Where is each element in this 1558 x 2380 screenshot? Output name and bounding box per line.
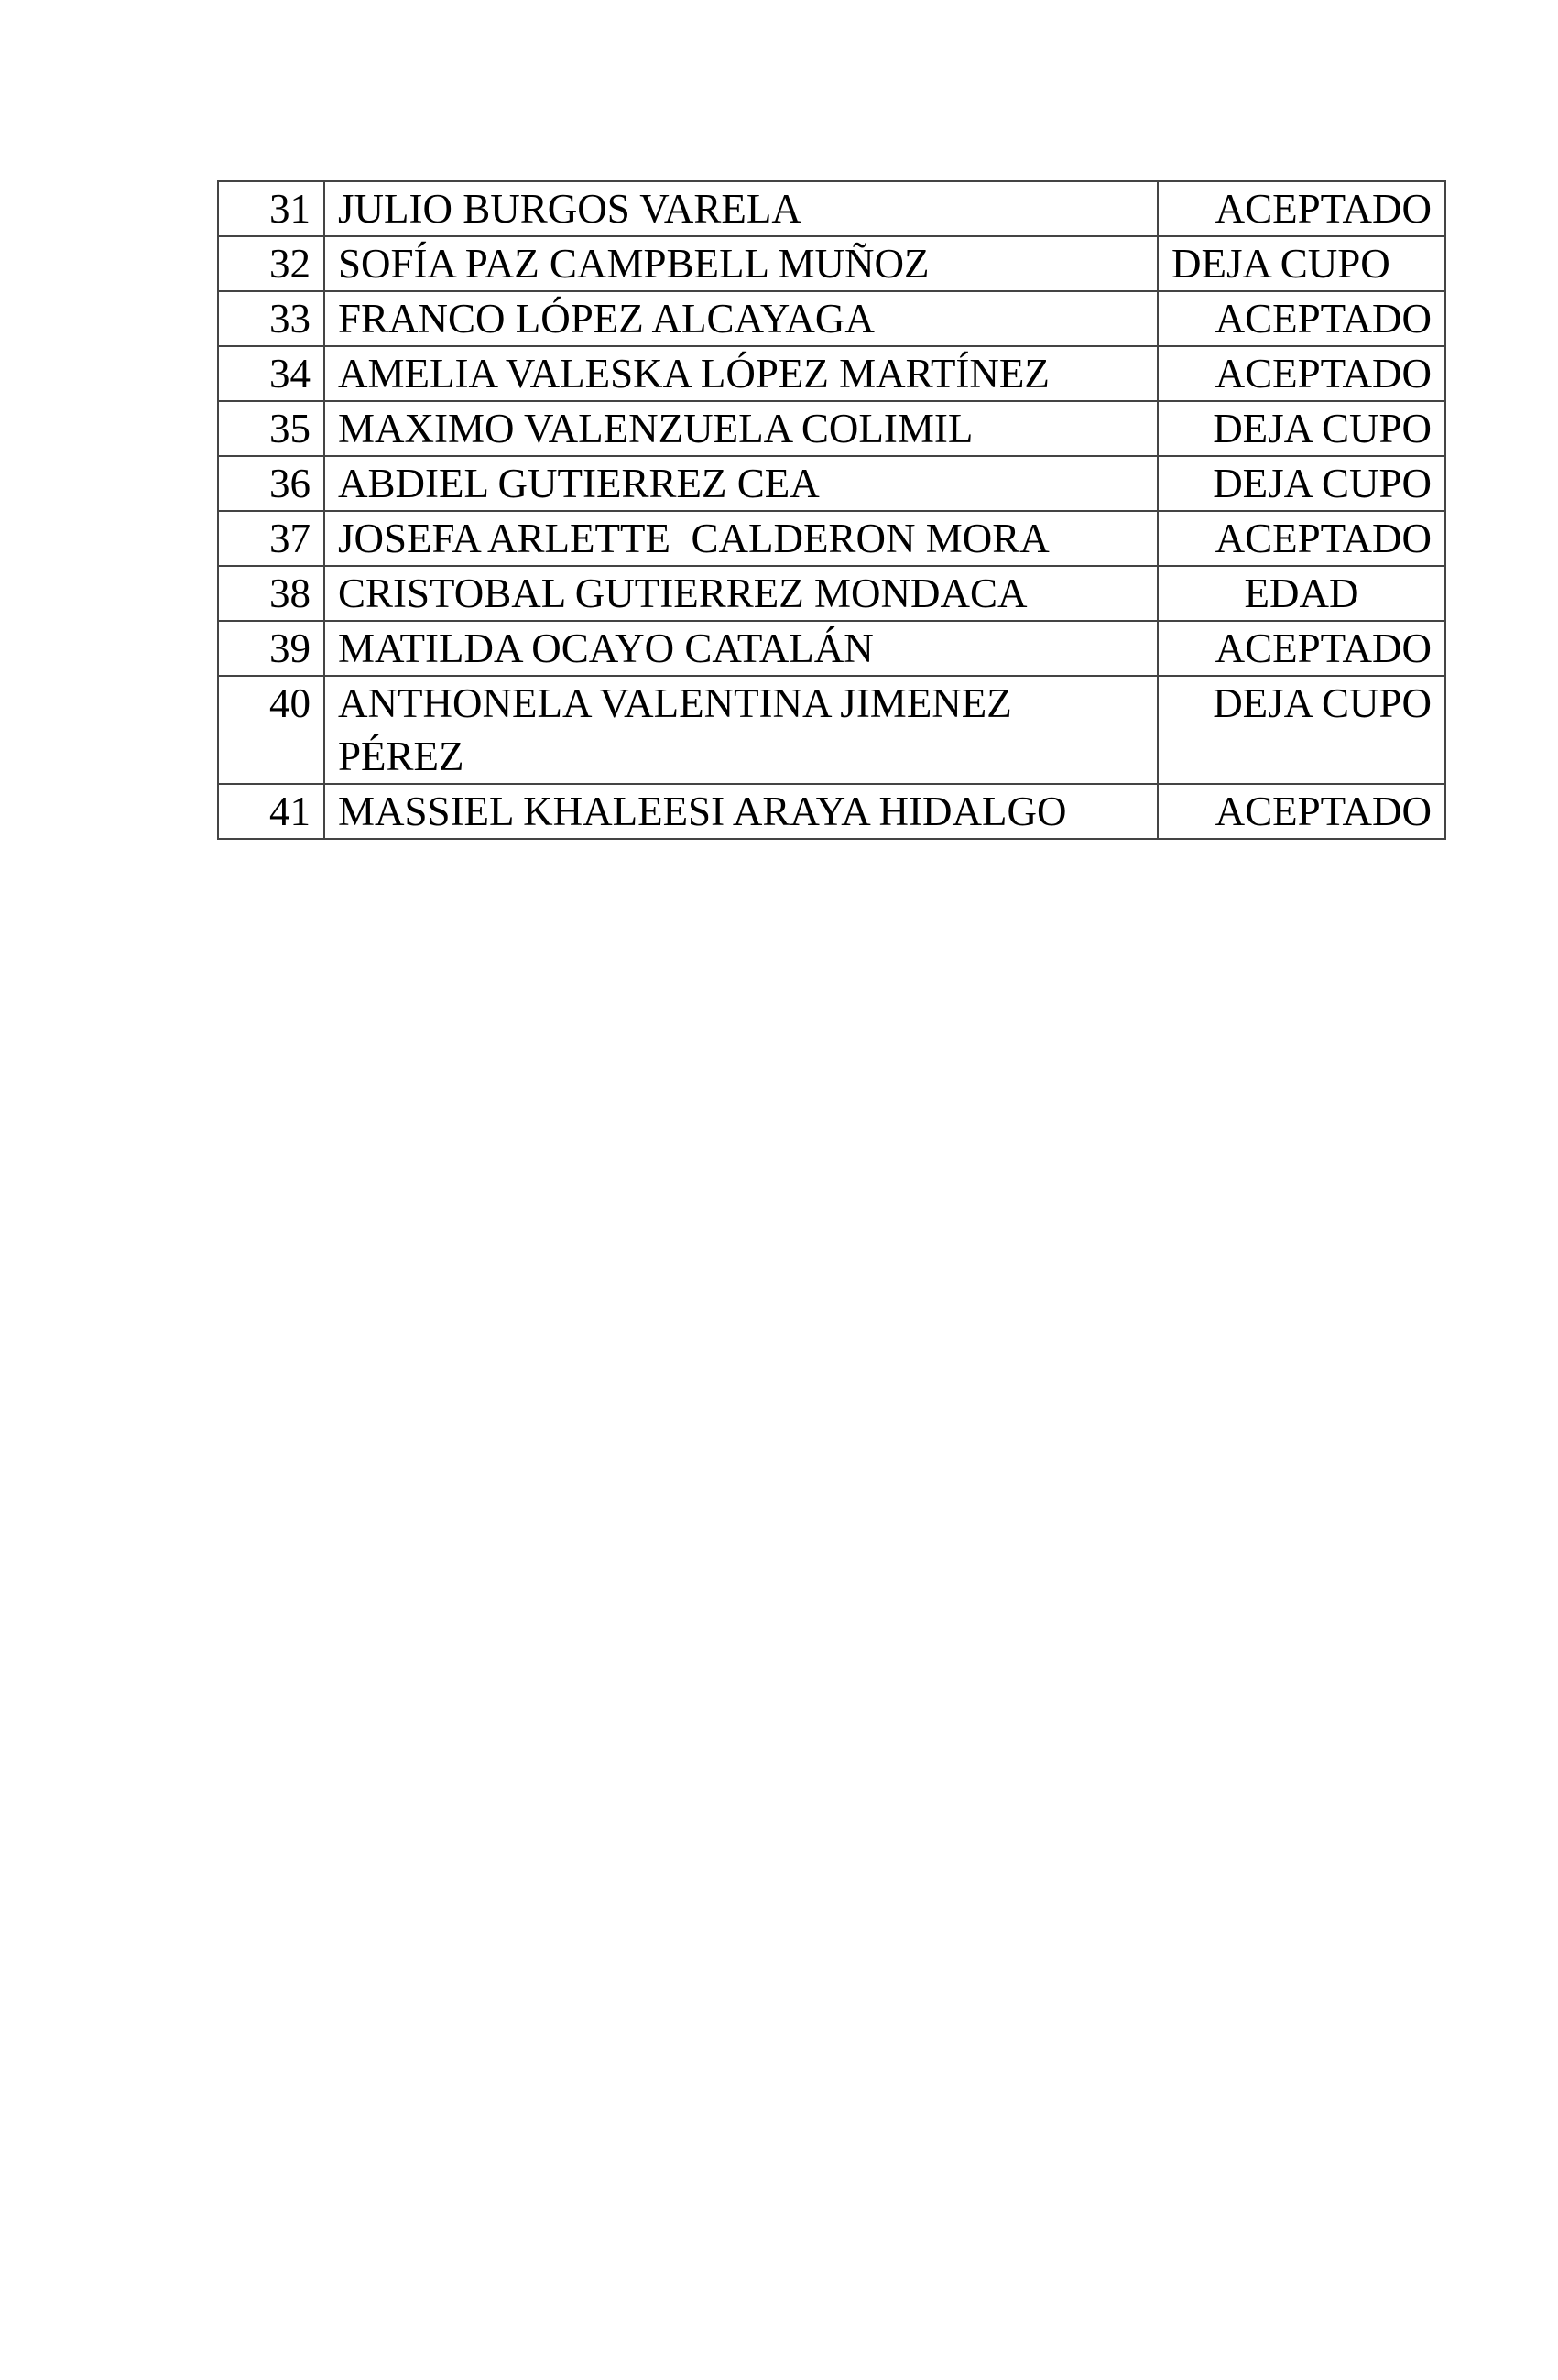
student-name: JOSEFA ARLETTE CALDERON MORA: [324, 511, 1158, 566]
results-table-body: [218, 181, 1445, 839]
status-cell: ACEPTADO: [1158, 291, 1445, 346]
student-name: MASSIEL KHALEESI ARAYA HIDALGO: [324, 784, 1158, 839]
student-name: FRANCO LÓPEZ ALCAYAGA: [324, 291, 1158, 346]
table-row: [218, 346, 1445, 401]
table-row: [218, 181, 1445, 236]
table-row: [218, 621, 1445, 676]
row-number: 37: [218, 511, 324, 566]
status-cell: ACEPTADO: [1158, 621, 1445, 676]
student-name: ANTHONELA VALENTINA JIMENEZ PÉREZ: [324, 676, 1158, 784]
status-cell: ACEPTADO: [1158, 511, 1445, 566]
row-number: 31: [218, 181, 324, 236]
student-name: ABDIEL GUTIERREZ CEA: [324, 456, 1158, 511]
table-row: [218, 676, 1445, 784]
status-cell: ACEPTADO: [1158, 784, 1445, 839]
table-row: [218, 566, 1445, 621]
row-number: 40: [218, 676, 324, 784]
results-table: [217, 180, 1446, 840]
row-number: 32: [218, 236, 324, 291]
table-row: [218, 784, 1445, 839]
table-row: [218, 236, 1445, 291]
status-cell: EDAD: [1158, 566, 1445, 621]
student-name: MAXIMO VALENZUELA COLIMIL: [324, 401, 1158, 456]
table-row: [218, 511, 1445, 566]
row-number: 33: [218, 291, 324, 346]
status-cell: DEJA CUPO: [1158, 401, 1445, 456]
student-name: CRISTOBAL GUTIERREZ MONDACA: [324, 566, 1158, 621]
row-number: 39: [218, 621, 324, 676]
status-cell: ACEPTADO: [1158, 346, 1445, 401]
row-number: 36: [218, 456, 324, 511]
student-name: AMELIA VALESKA LÓPEZ MARTÍNEZ: [324, 346, 1158, 401]
status-cell: ACEPTADO: [1158, 181, 1445, 236]
student-name: JULIO BURGOS VARELA: [324, 181, 1158, 236]
row-number: 34: [218, 346, 324, 401]
status-cell: DEJA CUPO: [1158, 676, 1445, 784]
table-row: [218, 291, 1445, 346]
status-cell: DEJA CUPO: [1158, 456, 1445, 511]
status-cell: DEJA CUPO: [1158, 236, 1445, 291]
row-number: 38: [218, 566, 324, 621]
student-name: SOFÍA PAZ CAMPBELL MUÑOZ: [324, 236, 1158, 291]
row-number: 35: [218, 401, 324, 456]
table-row: [218, 401, 1445, 456]
row-number: 41: [218, 784, 324, 839]
student-name: MATILDA OCAYO CATALÁN: [324, 621, 1158, 676]
table-row: [218, 456, 1445, 511]
